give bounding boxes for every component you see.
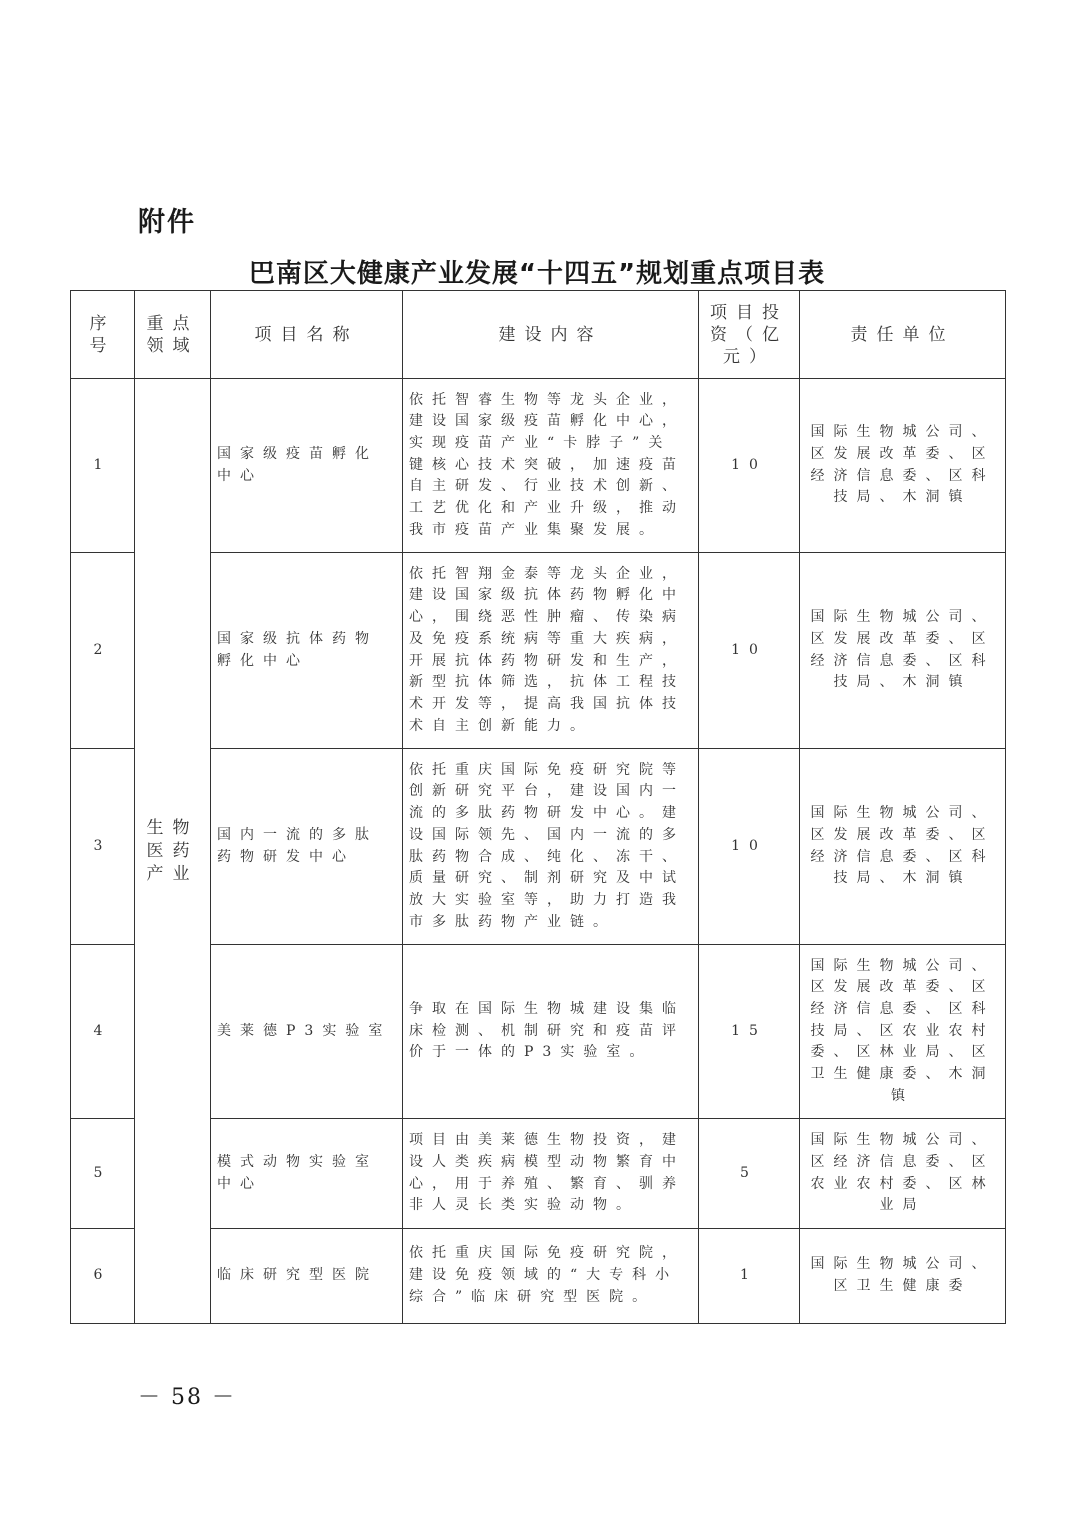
header-unit: 责任单位 bbox=[800, 291, 1006, 379]
row-seq: 1 bbox=[71, 379, 135, 553]
project-investment: 10 bbox=[699, 749, 800, 945]
project-name: 国家级疫苗孵化中心 bbox=[211, 379, 403, 553]
project-content: 依托智睿生物等龙头企业，建设国家级疫苗孵化中心，实现疫苗产业“卡脖子”关键核心技术突破，加速疫苗自主研发、行业技术创新、工艺优化和产业升级，推动我市疫苗产业集聚发展。 bbox=[403, 379, 699, 553]
page-title: 巴南区大健康产业发展“十四五”规划重点项目表 bbox=[248, 259, 826, 289]
header-name: 项目名称 bbox=[211, 291, 403, 379]
project-investment: 10 bbox=[699, 553, 800, 749]
project-investment: 10 bbox=[699, 379, 800, 553]
header-content: 建设内容 bbox=[403, 291, 699, 379]
table-row bbox=[71, 1119, 1006, 1229]
row-seq: 5 bbox=[71, 1119, 135, 1229]
responsible-unit: 国际生物城公司、区卫生健康委 bbox=[800, 1229, 1006, 1324]
project-investment: 1 bbox=[699, 1229, 800, 1324]
project-content: 依托重庆国际免疫研究院等创新研究平台，建设国内一流的多肽药物研发中心。建设国际领先、国内一流的多肽药物合成、纯化、冻干、质量研究、制剂研究及中试放大实验室等，助力打造我市多肽药物产业链。 bbox=[403, 749, 699, 945]
project-name: 国家级抗体药物孵化中心 bbox=[211, 553, 403, 749]
project-investment: 5 bbox=[699, 1119, 800, 1229]
attachment-label: 附件 bbox=[138, 207, 196, 238]
page-number: － 58 － bbox=[138, 1385, 236, 1410]
responsible-unit: 国际生物城公司、区发展改革委、区经济信息委、区科技局、木洞镇 bbox=[800, 379, 1006, 553]
project-name: 国内一流的多肽药物研发中心 bbox=[211, 749, 403, 945]
header-seq: 序号 bbox=[71, 291, 135, 379]
project-content: 依托重庆国际免疫研究院，建设免疫领域的“大专科小综合”临床研究型医院。 bbox=[403, 1229, 699, 1324]
responsible-unit: 国际生物城公司、区发展改革委、区经济信息委、区科技局、木洞镇 bbox=[800, 749, 1006, 945]
table-row bbox=[71, 1229, 1006, 1324]
row-seq: 4 bbox=[71, 945, 135, 1119]
responsible-unit: 国际生物城公司、区发展改革委、区经济信息委、区科技局、木洞镇 bbox=[800, 553, 1006, 749]
project-name: 美莱德P3实验室 bbox=[211, 945, 403, 1119]
project-content: 争取在国际生物城建设集临床检测、机制研究和疫苗评价于一体的P3实验室。 bbox=[403, 945, 699, 1119]
row-seq: 2 bbox=[71, 553, 135, 749]
project-investment: 15 bbox=[699, 945, 800, 1119]
header-investment: 项目投资（亿元） bbox=[699, 291, 800, 379]
table-row bbox=[71, 379, 1006, 553]
table-row bbox=[71, 553, 1006, 749]
row-seq: 6 bbox=[71, 1229, 135, 1324]
project-table bbox=[70, 290, 1006, 1324]
table-header-row bbox=[71, 291, 1006, 379]
field-cell: 生物医药产业 bbox=[135, 379, 211, 1324]
table-row bbox=[71, 749, 1006, 945]
responsible-unit: 国际生物城公司、区经济信息委、区农业农村委、区林业局 bbox=[800, 1119, 1006, 1229]
project-content: 项目由美莱德生物投资，建设人类疾病模型动物繁育中心，用于养殖、繁育、驯养非人灵长类实验动物。 bbox=[403, 1119, 699, 1229]
table-row bbox=[71, 945, 1006, 1119]
project-name: 临床研究型医院 bbox=[211, 1229, 403, 1324]
responsible-unit: 国际生物城公司、区发展改革委、区经济信息委、区科技局、区农业农村委、区林业局、区卫生健康委、木洞镇 bbox=[800, 945, 1006, 1119]
project-content: 依托智翔金泰等龙头企业，建设国家级抗体药物孵化中心，围绕恶性肿瘤、传染病及免疫系统病等重大疾病，开展抗体药物研发和生产，新型抗体筛选，抗体工程技术开发等，提高我国抗体技术自主创新能力。 bbox=[403, 553, 699, 749]
project-name: 模式动物实验室中心 bbox=[211, 1119, 403, 1229]
header-field: 重点领域 bbox=[135, 291, 211, 379]
row-seq: 3 bbox=[71, 749, 135, 945]
